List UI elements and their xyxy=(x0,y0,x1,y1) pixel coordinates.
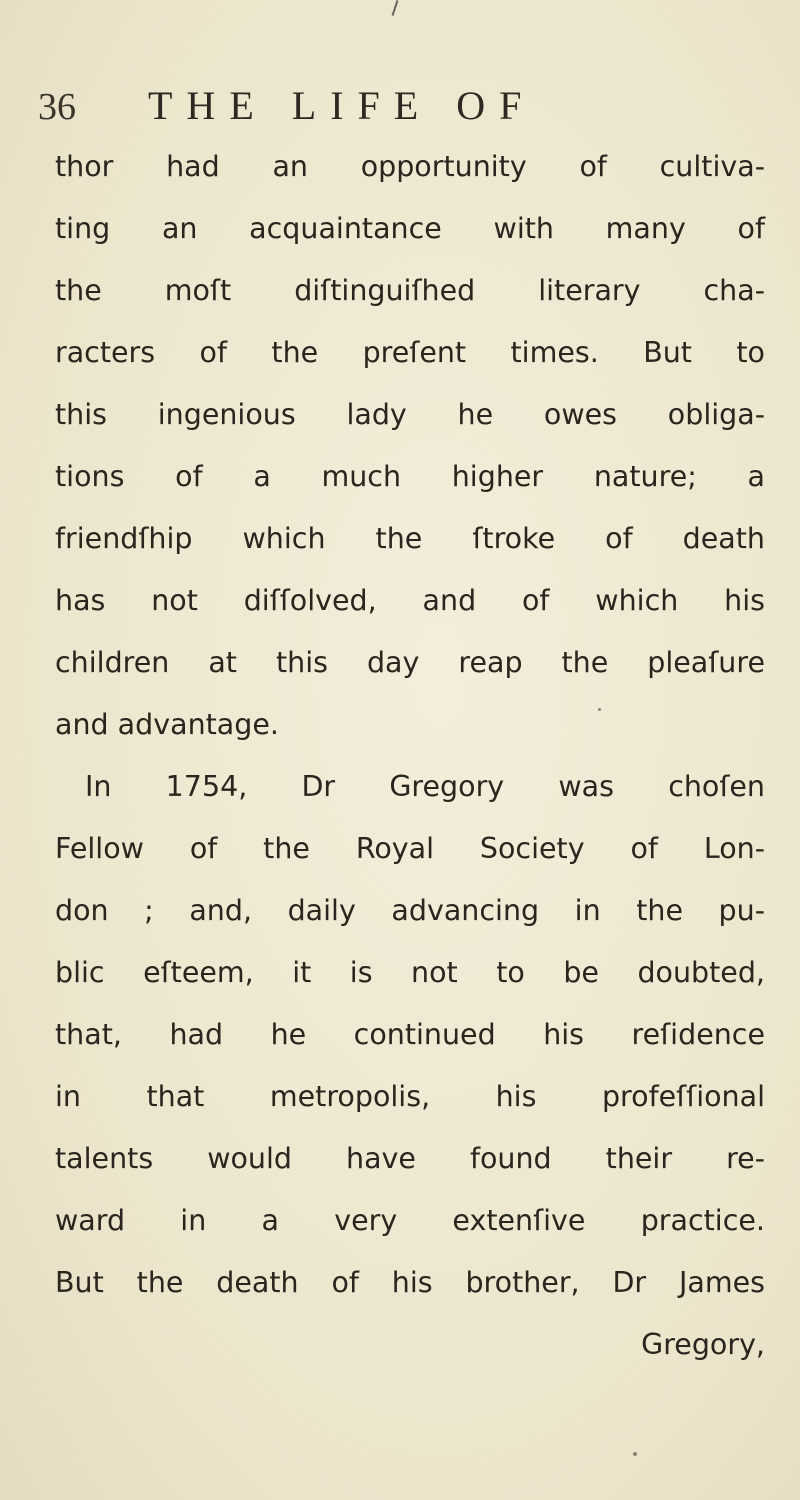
text-line: Fellow of the Royal Society of Lon- xyxy=(55,832,765,865)
text-line: tions of a much higher nature; a xyxy=(55,460,765,493)
text-line: But the death of his brother, Dr James xyxy=(55,1266,765,1299)
text-line: don ; and, daily advancing in the pu- xyxy=(55,894,765,927)
text-line: talents would have found their re- xyxy=(55,1142,765,1175)
text-line: thor had an opportunity of cultiva- xyxy=(55,150,765,183)
paper-speck xyxy=(598,708,601,711)
text-line: racters of the preſent times. But to xyxy=(55,336,765,369)
text-line: that, had he continued his reſidence xyxy=(55,1018,765,1051)
text-line: has not diſſolved, and of which his xyxy=(55,584,765,617)
catchword: Gregory, xyxy=(641,1328,765,1361)
text-line: in that metropolis, his profeſſional xyxy=(55,1080,765,1113)
page-number: 36 xyxy=(38,86,76,128)
text-line: and advantage. xyxy=(55,708,279,741)
text-line: ting an acquaintance with many of xyxy=(55,212,765,245)
text-line: blic eſteem, it is not to be doubted, xyxy=(55,956,765,989)
text-line: ward in a very extenſive practice. xyxy=(55,1204,765,1237)
text-line: children at this day reap the pleaſure xyxy=(55,646,765,679)
text-line: this ingenious lady he owes obliga- xyxy=(55,398,765,431)
text-line: the moſt diſtinguiſhed literary cha- xyxy=(55,274,765,307)
text-line: In 1754, Dr Gregory was choſen xyxy=(85,770,765,803)
paper-speck xyxy=(633,1452,637,1456)
text-line: friendſhip which the ſtroke of death xyxy=(55,522,765,555)
running-head: THE LIFE OF xyxy=(148,83,536,128)
